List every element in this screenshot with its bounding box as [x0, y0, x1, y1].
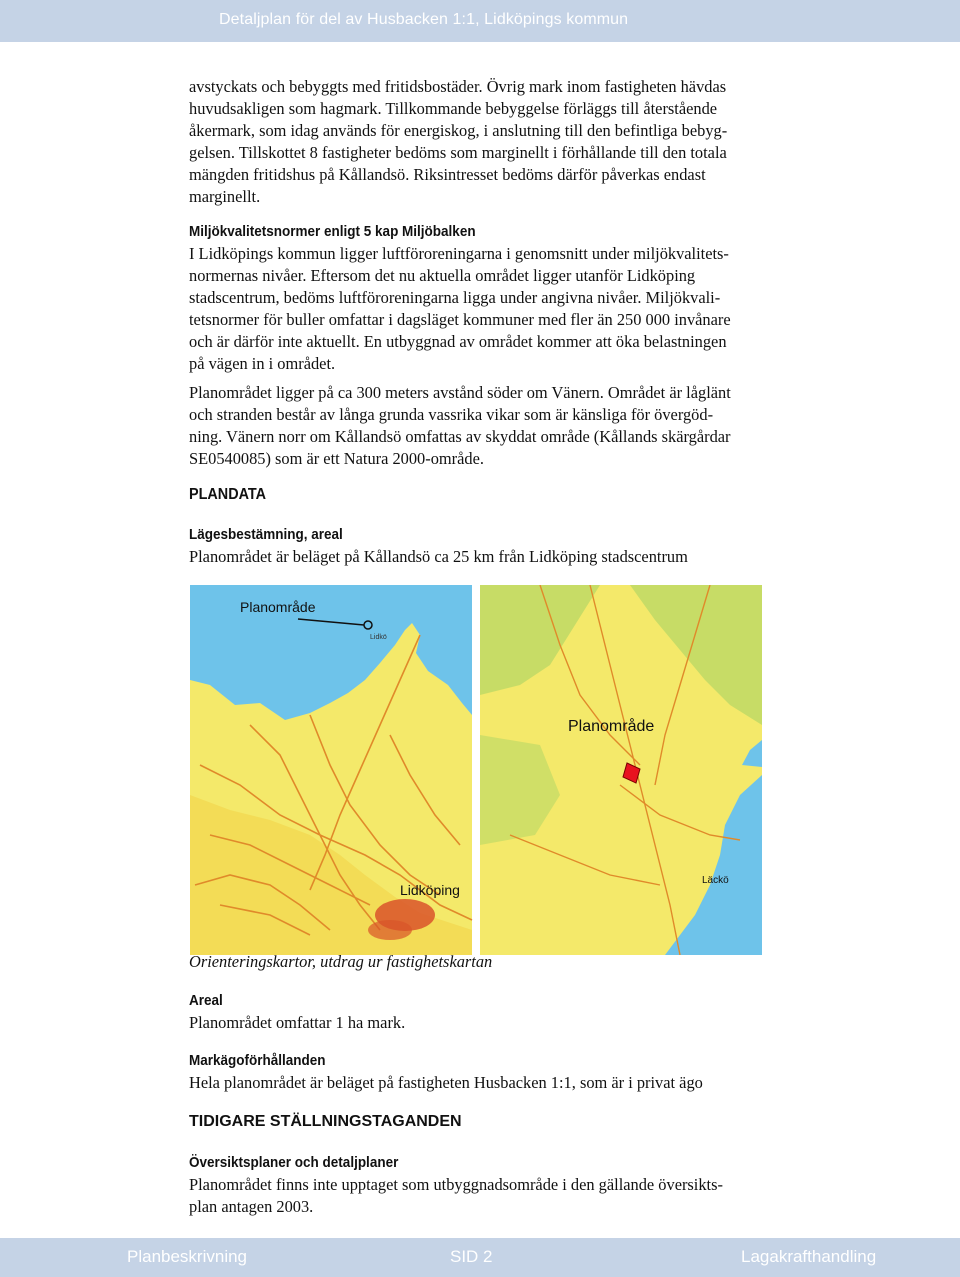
footer-right: Lagakrafthandling	[741, 1247, 877, 1266]
text-line: på vägen in i området.	[189, 354, 336, 373]
text-line: plan antagen 2003.	[189, 1197, 314, 1216]
map-label-small: Lidkö	[370, 634, 387, 641]
text-line: Planområdet är beläget på Kållandsö ca 25 km från Lidköping stadscentrum	[189, 547, 688, 566]
text-line: Planområdet omfattar 1 ha mark.	[189, 1013, 406, 1032]
vanern-paragraph	[189, 382, 731, 470]
text-line: Planområdet ligger på ca 300 meters avstånd söder om Vänern. Området är låglänt	[189, 383, 731, 402]
right-map	[480, 585, 762, 955]
miljo-section	[189, 221, 731, 375]
text-line: mängden fritidshus på Kållandsö. Riksintresset bedöms därför påverkas endast	[189, 165, 706, 184]
map-label-lidkoping: Lidköping	[400, 882, 460, 898]
text-line: tetsnormer för buller omfattar i dagsläget kommuner med fler än 250 000 invånare	[189, 310, 731, 329]
text-line: och stranden består av långa grunda vassrika vikar som är känsliga för övergöd-	[189, 405, 714, 424]
oversikt-section	[189, 1152, 723, 1218]
lage-section	[189, 524, 688, 568]
text-line: avstyckats och bebyggts med fritidsbostäder. Övrig mark inom fastigheten hävdas	[189, 77, 727, 96]
text-line: Planområdet finns inte upptaget som utbyggnadsområde i den gällande översikts-	[189, 1175, 723, 1194]
text-line: marginellt.	[189, 187, 261, 206]
text-line: normernas nivåer. Eftersom det nu aktuella området ligger utanför Lidköping	[189, 266, 696, 285]
page-number: SID 2	[450, 1247, 493, 1266]
map-label-lacko: Läckö	[702, 875, 729, 886]
maps-svg	[190, 585, 762, 955]
text-line: gelsen. Tillskottet 8 fastigheter bedöms som marginellt i förhållande till den totala	[189, 143, 727, 162]
text-line: och är därför inte aktuellt. En utbyggnad av området kommer att öka belastningen	[189, 332, 727, 351]
footer-left: Planbeskrivning	[127, 1247, 248, 1266]
section-heading: Areal	[189, 992, 223, 1009]
text-line: huvudsakligen som hagmark. Tillkommande bebyggelse förläggs till återstående	[189, 99, 718, 118]
section-heading: PLANDATA	[189, 486, 267, 503]
orientation-maps	[190, 585, 762, 955]
tidigare-section	[189, 1111, 462, 1133]
plandata-section	[189, 484, 275, 506]
section-heading: Markägoförhållanden	[189, 1052, 326, 1069]
intro-paragraph	[189, 76, 727, 208]
section-heading: Översiktsplaner och detaljplaner	[189, 1154, 399, 1171]
page-header	[0, 0, 960, 42]
section-heading: Miljökvalitetsnormer enligt 5 kap Miljöbalken	[189, 223, 476, 240]
section-heading: TIDIGARE STÄLLNINGSTAGANDEN	[189, 1113, 462, 1130]
mark-section	[189, 1050, 703, 1094]
map-caption: Orienteringskartor, utdrag ur fastighetskartan	[189, 952, 493, 971]
document-title: Detaljplan för del av Husbacken 1:1, Lidköpings kommun	[219, 11, 629, 28]
areal-section	[189, 990, 405, 1034]
text-line: åkermark, som idag används för energiskog, i anslutning till den befintliga bebyg-	[189, 121, 728, 140]
text-line: I Lidköpings kommun ligger luftföroreningarna i genomsnitt under miljökvalitets-	[189, 244, 729, 263]
section-heading: Lägesbestämning, areal	[189, 526, 343, 543]
text-line: stadscentrum, bedöms luftföroreningarna ligga under angivna nivåer. Miljökvali-	[189, 288, 721, 307]
map-label-planomrade: Planområde	[240, 599, 316, 615]
text-line: SE0540085) som är ett Natura 2000-område.	[189, 449, 484, 468]
text-line: ning. Vänern norr om Kållandsö omfattas av skyddat område (Kållands skärgårdar	[189, 427, 731, 446]
text-line: Hela planområdet är beläget på fastigheten Husbacken 1:1, som är i privat ägo	[189, 1073, 703, 1092]
map-label-planomrade-right: Planområde	[568, 718, 655, 735]
left-map	[190, 585, 472, 955]
page-footer	[0, 1238, 960, 1277]
